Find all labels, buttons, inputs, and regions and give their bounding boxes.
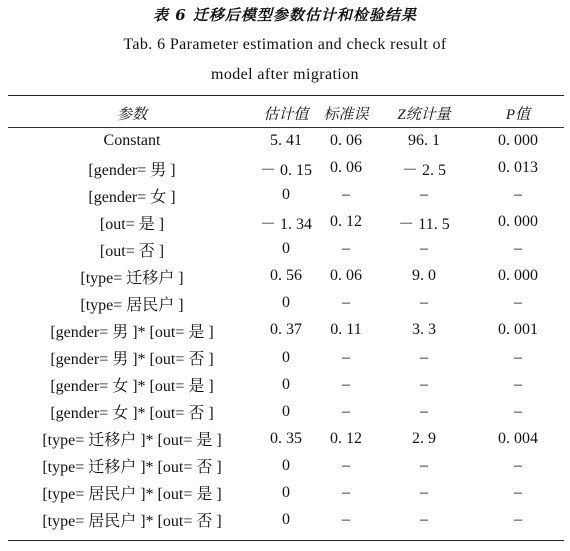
cell-estimate: 0. 56	[270, 267, 302, 285]
cell-p-value: –	[514, 483, 522, 501]
table-row	[8, 316, 564, 343]
cell-param: [type= 迁移户 ]* [out= 是 ]	[42, 432, 222, 450]
cell-z-stat: 2. 9	[412, 429, 436, 447]
cell-param: [gender= 男 ]	[88, 161, 176, 179]
cell-z-stat: － 2. 5	[401, 161, 446, 179]
table-caption-english-line2: model after migration	[211, 66, 359, 83]
table-row	[8, 127, 564, 154]
cell-p-value: –	[514, 510, 522, 528]
cell-z-stat: –	[420, 483, 428, 501]
header-std-error: 标准误	[323, 107, 369, 123]
cell-z-stat: –	[420, 240, 428, 258]
table-row	[8, 235, 564, 262]
cell-p-value: –	[514, 348, 522, 366]
cell-std-error: 0. 12	[330, 429, 362, 447]
cell-p-value: –	[514, 294, 522, 312]
cell-std-error: –	[342, 294, 350, 312]
cell-estimate: 0	[282, 510, 290, 528]
cell-param: [out= 是 ]	[99, 215, 165, 233]
cell-param: [gender= 男 ]* [out= 否 ]	[50, 351, 214, 369]
cell-z-stat: 9. 0	[412, 267, 436, 285]
cell-p-value: 0. 013	[498, 159, 538, 177]
cell-estimate: 0. 35	[270, 429, 302, 447]
cell-z-stat: 96. 1	[408, 132, 440, 150]
cell-z-stat: –	[420, 402, 428, 420]
cell-std-error: 0. 12	[330, 213, 362, 231]
table-top-rule	[8, 95, 564, 96]
cell-estimate: 5. 41	[270, 132, 302, 150]
cell-z-stat: –	[420, 186, 428, 204]
cell-p-value: 0. 000	[498, 132, 538, 150]
cell-z-stat: –	[420, 294, 428, 312]
table-row	[8, 371, 564, 398]
cell-estimate: 0	[282, 456, 290, 474]
cell-param: [type= 居民户 ]* [out= 是 ]	[42, 486, 222, 504]
table-row	[8, 398, 564, 425]
cell-std-error: –	[342, 240, 350, 258]
cell-z-stat: － 11. 5	[398, 215, 450, 233]
table-row	[8, 425, 564, 452]
table-row	[8, 181, 564, 208]
cell-p-value: –	[514, 402, 522, 420]
table-row	[8, 344, 564, 371]
cell-std-error: 0. 06	[330, 132, 362, 150]
table-caption-english-line1: Tab. 6 Parameter estimation and check result of	[123, 36, 447, 53]
table-row	[8, 289, 564, 316]
cell-std-error: 0. 06	[330, 267, 362, 285]
cell-std-error: –	[342, 402, 350, 420]
cell-std-error: –	[342, 375, 350, 393]
cell-std-error: –	[342, 186, 350, 204]
cell-std-error: –	[342, 456, 350, 474]
table-row	[8, 262, 564, 289]
cell-estimate: 0	[282, 294, 290, 312]
cell-p-value: 0. 001	[498, 321, 538, 339]
table-header-row	[8, 100, 564, 127]
cell-estimate: 0	[282, 240, 290, 258]
table-row	[8, 154, 564, 181]
cell-estimate: 0. 37	[270, 321, 302, 339]
header-param: 参数	[116, 107, 147, 123]
table-row	[8, 479, 564, 506]
header-estimate: 估计值	[263, 107, 309, 123]
cell-p-value: –	[514, 375, 522, 393]
cell-z-stat: –	[420, 375, 428, 393]
cell-param: Constant	[103, 132, 161, 150]
cell-param: [gender= 男 ]* [out= 是 ]	[50, 323, 214, 341]
cell-p-value: –	[514, 456, 522, 474]
cell-std-error: 0. 11	[330, 321, 362, 339]
table-row	[8, 506, 564, 533]
cell-param: [gender= 女 ]* [out= 是 ]	[50, 378, 214, 396]
table-row	[8, 208, 564, 235]
cell-p-value: 0. 000	[498, 267, 538, 285]
parameter-table	[8, 100, 564, 533]
cell-param: [type= 迁移户 ]* [out= 否 ]	[42, 459, 222, 477]
cell-estimate: 0	[282, 348, 290, 366]
cell-estimate: 0	[282, 483, 290, 501]
cell-estimate: 0	[282, 186, 290, 204]
cell-z-stat: 3. 3	[412, 321, 436, 339]
cell-param: [type= 居民户 ]	[80, 296, 184, 314]
cell-p-value: 0. 004	[498, 429, 538, 447]
cell-param: [gender= 女 ]* [out= 否 ]	[50, 405, 214, 423]
table-caption-chinese: 表 6 迁移后模型参数估计和检验结果	[153, 6, 417, 24]
cell-z-stat: –	[420, 348, 428, 366]
table-bottom-rule	[8, 540, 564, 541]
cell-std-error: –	[342, 510, 350, 528]
cell-estimate: 0	[282, 375, 290, 393]
cell-param: [type= 居民户 ]* [out= 否 ]	[42, 513, 222, 531]
header-z-stat: Z统计量	[397, 107, 451, 123]
cell-p-value: 0. 000	[498, 213, 538, 231]
cell-p-value: –	[514, 240, 522, 258]
cell-z-stat: –	[420, 456, 428, 474]
cell-estimate: － 1. 34	[259, 215, 312, 233]
table-row	[8, 452, 564, 479]
cell-param: [gender= 女 ]	[88, 188, 176, 206]
cell-std-error: –	[342, 483, 350, 501]
cell-param: [type= 迁移户 ]	[80, 269, 184, 287]
cell-std-error: –	[342, 348, 350, 366]
cell-p-value: –	[514, 186, 522, 204]
cell-std-error: 0. 06	[330, 159, 362, 177]
cell-param: [out= 否 ]	[99, 242, 165, 260]
cell-estimate: 0	[282, 402, 290, 420]
cell-estimate: － 0. 15	[259, 161, 312, 179]
header-p-value: P值	[505, 107, 531, 123]
cell-z-stat: –	[420, 510, 428, 528]
